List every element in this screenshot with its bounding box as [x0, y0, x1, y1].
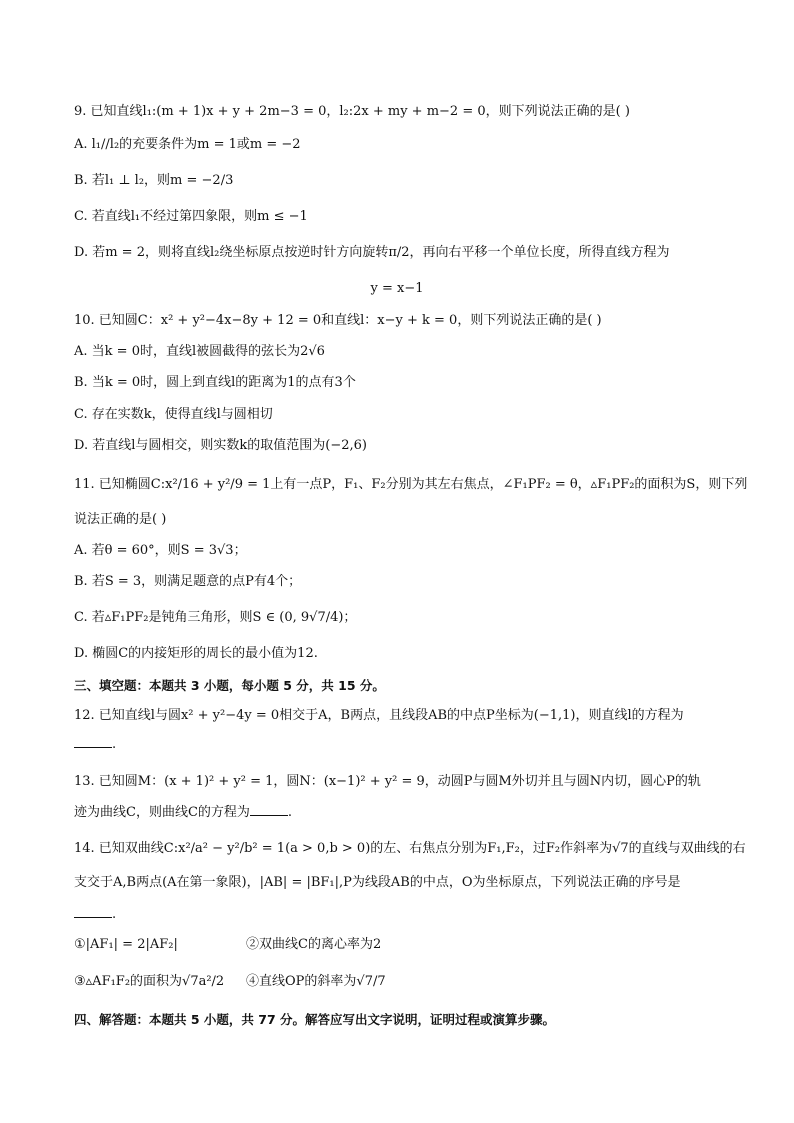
q14-stem-line1: 14. 已知双曲线C:x²/a² − y²/b² = 1(a > 0,b > 0)的左、右焦点分别为F₁,F₂，过F₂作斜率为√7的直线与双曲线的右 [74, 841, 746, 856]
q11-stem-line2: 说法正确的是( ) [74, 512, 167, 527]
section-three-heading: 三、填空题：本题共 3 小题，每小题 5 分，共 15 分。 [74, 678, 385, 693]
q10-option-d: D. 若直线l与圆相交，则实数k的取值范围为(−2,6) [74, 438, 367, 453]
q10-option-c: C. 存在实数k，使得直线l与圆相切 [74, 407, 273, 422]
q9-option-d: D. 若m = 2，则将直线l₂绕坐标原点按逆时针方向旋转π/2，再向右平移一个单位长度，所得直线方程为 [74, 245, 670, 260]
q11-option-b: B. 若S = 3，则满足题意的点P有4个； [74, 574, 302, 589]
q10-option-a: A. 当k = 0时，直线l被圆截得的弦长为2√6 [74, 344, 325, 359]
q11-stem-line1: 11. 已知椭圆C:x²/16 + y²/9 = 1上有一点P，F₁、F₂分别为其左右焦点，∠F₁PF₂ = θ，▵F₁PF₂的面积为S，则下列 [74, 477, 748, 492]
q14-option-1: ①|AF₁| = 2|AF₂| [74, 937, 178, 952]
q11-option-c: C. 若▵F₁PF₂是钝角三角形，则S ∈ (0, 9√7/4)； [74, 610, 357, 625]
q9-option-d-formula: y = x−1 [370, 281, 424, 296]
section-four-heading: 四、解答题：本题共 5 小题，共 77 分。解答应写出文字说明，证明过程或演算步骤。 [74, 1012, 556, 1027]
q11-option-a: A. 若θ = 60°，则S = 3√3； [74, 543, 247, 558]
q12-answer-blank[interactable] [74, 735, 112, 748]
q11-option-d: D. 椭圆C的内接矩形的周长的最小值为12. [74, 646, 318, 661]
q14-answer-blank[interactable] [74, 905, 112, 918]
q14-end: . [112, 907, 117, 922]
q10-stem: 10. 已知圆C：x² + y²−4x−8y + 12 = 0和直线l：x−y + k = 0，则下列说法正确的是( ) [74, 313, 602, 328]
q12-stem: 12. 已知直线l与圆x² + y²−4y = 0相交于A，B两点，且线段AB的中点P坐标为(−1,1)，则直线l的方程为 [74, 708, 684, 723]
q13-end: . [287, 805, 293, 820]
q9-option-b: B. 若l₁ ⊥ l₂，则m = −2/3 [74, 173, 234, 188]
q9-option-c: C. 若直线l₁不经过第四象限，则m ≤ −1 [74, 209, 308, 224]
q13-stem-line1: 13. 已知圆M：(x + 1)² + y² = 1，圆N：(x−1)² + y² = 9，动圆P与圆M外切并且与圆N内切，圆心P的轨 [74, 774, 701, 789]
q12-answer-line [74, 735, 116, 754]
q9-option-a: A. l₁//l₂的充要条件为m = 1或m = −2 [74, 137, 301, 152]
q13-stem-line2: 迹为曲线C，则曲线C的方程为 [74, 805, 250, 820]
q13-stem-line2-row [74, 803, 292, 822]
q14-answer-line [74, 905, 116, 924]
q14-stem-line2: 支交于A,B两点(A在第一象限)，|AB| = |BF₁|,P为线段AB的中点，O为坐标原点，下列说法正确的序号是 [74, 875, 681, 890]
q14-option-3: ③▵AF₁F₂的面积为√7a²/2 [74, 974, 225, 989]
q10-option-b: B. 当k = 0时，圆上到直线l的距离为1的点有3个 [74, 375, 356, 390]
q12-end: . [112, 737, 117, 752]
q14-option-2: ②双曲线C的离心率为2 [246, 937, 382, 952]
q9-stem: 9. 已知直线l₁:(m + 1)x + y + 2m−3 = 0，l₂:2x + my + m−2 = 0，则下列说法正确的是( ) [74, 104, 630, 119]
q14-option-4: ④直线OP的斜率为√7/7 [246, 974, 386, 989]
q13-answer-blank[interactable] [250, 803, 288, 816]
